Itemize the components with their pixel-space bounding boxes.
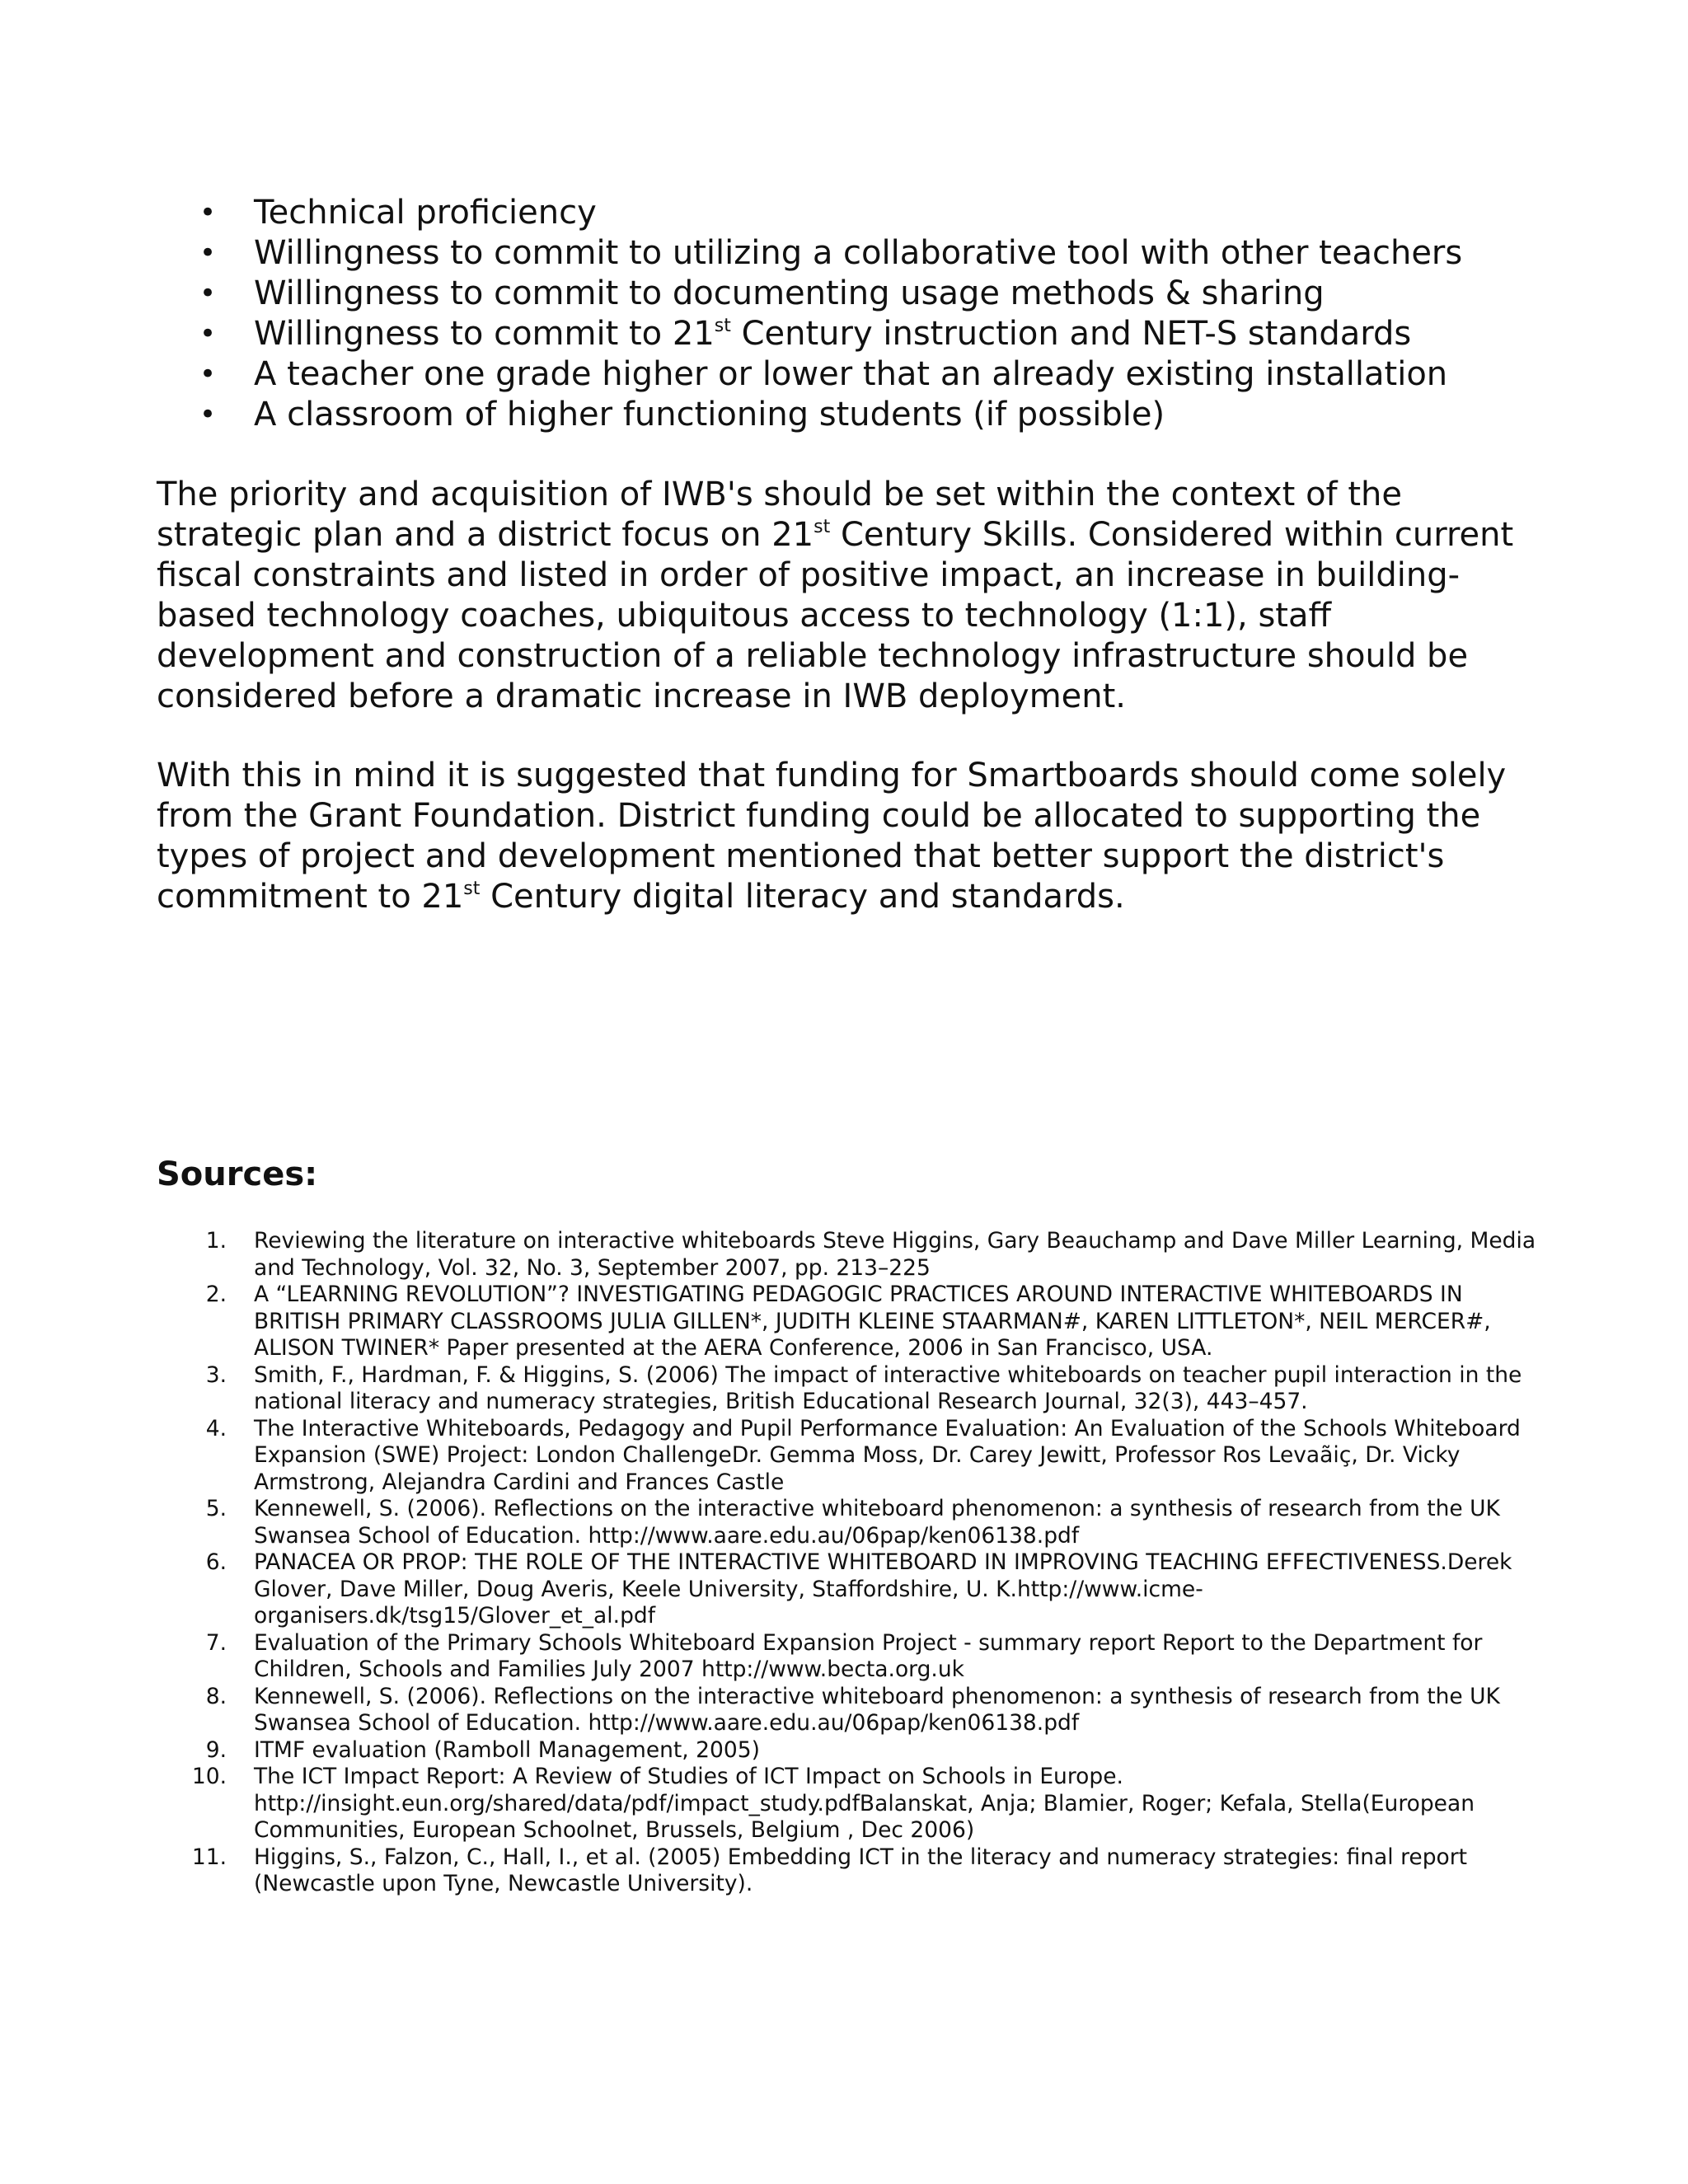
bullet-item: • Technical proficiency xyxy=(157,193,1541,233)
source-text: Kennewell, S. (2006). Reflections on the interactive whiteboard phenomenon: a synthesis of research from the UK Swansea School of Education. http://www.aare.edu.au/06pap/ken06138.pdf xyxy=(254,1683,1500,1736)
source-item xyxy=(157,1764,1550,1844)
source-item xyxy=(157,1684,1550,1737)
funding-paragraph: With this in mind it is suggested that funding for Smartboards should come solely from the Grant Foundation. District funding could be allocated to supporting the types of project and development mentioned that better support the district's commitment to 21st Century digital literacy and standards. xyxy=(157,757,1507,916)
source-text: Smith, F., Hardman, F. & Higgins, S. (2006) The impact of interactive whiteboards on teacher pupil interaction in the national literacy and numeracy strategies, British Educational Research Journal, 32(3), 443–457. xyxy=(254,1361,1522,1414)
source-number: 10. xyxy=(191,1764,227,1789)
source-text: ITMF evaluation (Ramboll Management, 2005) xyxy=(254,1736,760,1763)
source-item xyxy=(157,1549,1550,1630)
source-number: 11. xyxy=(191,1844,227,1870)
source-text: The Interactive Whiteboards, Pedagogy and Pupil Performance Evaluation: An Evaluation of the Schools Whiteboard Expansion (SWE) Project: London ChallengeDr. Gemma Moss, Dr. Carey Jewitt, Professor Ros Levaãiç, Dr. Vicky Armstrong, Alejandra Cardini and Frances Castle xyxy=(254,1415,1521,1495)
source-number: 3. xyxy=(205,1361,227,1388)
source-text: Evaluation of the Primary Schools Whiteboard Expansion Project - summary report Report to the Department for Children, Schools and Families July 2007 http://www.becta.org.uk xyxy=(254,1629,1483,1682)
bullet-item: • Willingness to commit to 21st Century instruction and NET-S standards xyxy=(157,314,1541,354)
source-item xyxy=(157,1416,1550,1497)
source-number: 6. xyxy=(205,1549,227,1575)
source-number: 7. xyxy=(205,1629,227,1656)
sources-list xyxy=(157,1228,1550,1898)
bullet-item: • Willingness to commit to documenting usage methods & sharing xyxy=(157,274,1541,314)
superscript: st xyxy=(814,517,831,537)
superscript: st xyxy=(714,316,731,336)
source-number: 2. xyxy=(205,1282,227,1307)
source-text: The ICT Impact Report: A Review of Studies of ICT Impact on Schools in Europe. http://insight.eun.org/shared/data/pdf/impact_study.pdfBalanskat, Anja; Blamier, Roger; Kefala, Stella(European Communities, European Schoolnet, Brussels, Belgium , Dec 2006) xyxy=(254,1764,1475,1843)
bullet-item: • A classroom of higher functioning students (if possible) xyxy=(157,395,1541,435)
bullet-item: • Willingness to commit to utilizing a collaborative tool with other teachers xyxy=(157,233,1541,274)
source-text: Reviewing the literature on interactive whiteboards Steve Higgins, Gary Beauchamp and Dave Miller Learning, Media and Technology, Vol. 32, No. 3, September 2007, pp. 213–225 xyxy=(254,1228,1536,1281)
source-item xyxy=(157,1844,1550,1898)
source-item xyxy=(157,1362,1550,1416)
source-item xyxy=(157,1630,1550,1684)
source-text: A “LEARNING REVOLUTION”? INVESTIGATING PEDAGOGIC PRACTICES AROUND INTERACTIVE WHITEBOARDS IN BRITISH PRIMARY CLASSROOMS JULIA GILLEN*, JUDITH KLEINE STAARMAN#, KAREN LITTLETON*, NEIL MERCER#, ALISON TWINER* Paper presented at the AERA Conference, 2006 in San Francisco, USA. xyxy=(254,1282,1491,1361)
superscript: st xyxy=(463,879,481,899)
source-number: 9. xyxy=(205,1736,227,1763)
source-item xyxy=(157,1282,1550,1362)
criteria-bullet-list xyxy=(157,193,1541,435)
source-text: PANACEA OR PROP: THE ROLE OF THE INTERACTIVE WHITEBOARD IN IMPROVING TEACHING EFFECTIVENESS.Derek Glover, Dave Miller, Doug Averis, Keele University, Staffordshire, U. K.http://www.icme-organisers.dk/tsg15/Glover_et_al.pdf xyxy=(254,1549,1512,1629)
source-item xyxy=(157,1496,1550,1549)
source-item xyxy=(157,1228,1550,1282)
source-number: 8. xyxy=(205,1683,227,1709)
source-text: Kennewell, S. (2006). Reflections on the interactive whiteboard phenomenon: a synthesis of research from the UK Swansea School of Education. http://www.aare.edu.au/06pap/ken06138.pdf xyxy=(254,1496,1500,1549)
source-number: 1. xyxy=(205,1228,227,1254)
sources-heading: Sources: xyxy=(157,1155,318,1193)
source-number: 4. xyxy=(205,1415,227,1441)
bullet-item: • A teacher one grade higher or lower that an already existing installation xyxy=(157,354,1541,395)
source-text: Higgins, S., Falzon, C., Hall, I., et al. (2005) Embedding ICT in the literacy and numeracy strategies: final report (Newcastle upon Tyne, Newcastle University). xyxy=(254,1844,1468,1896)
source-number: 5. xyxy=(205,1496,227,1521)
priority-paragraph: The priority and acquisition of IWB's should be set within the context of the strategic plan and a district focus on 21st Century Skills. Considered within current fiscal constraints and listed in order of positive impact, an increase in building-based technology coaches, ubiquitous access to technology (1:1), staff development and construction of a reliable technology infrastructure should be considered before a dramatic increase in IWB deployment. xyxy=(157,476,1514,715)
source-item xyxy=(157,1737,1550,1765)
